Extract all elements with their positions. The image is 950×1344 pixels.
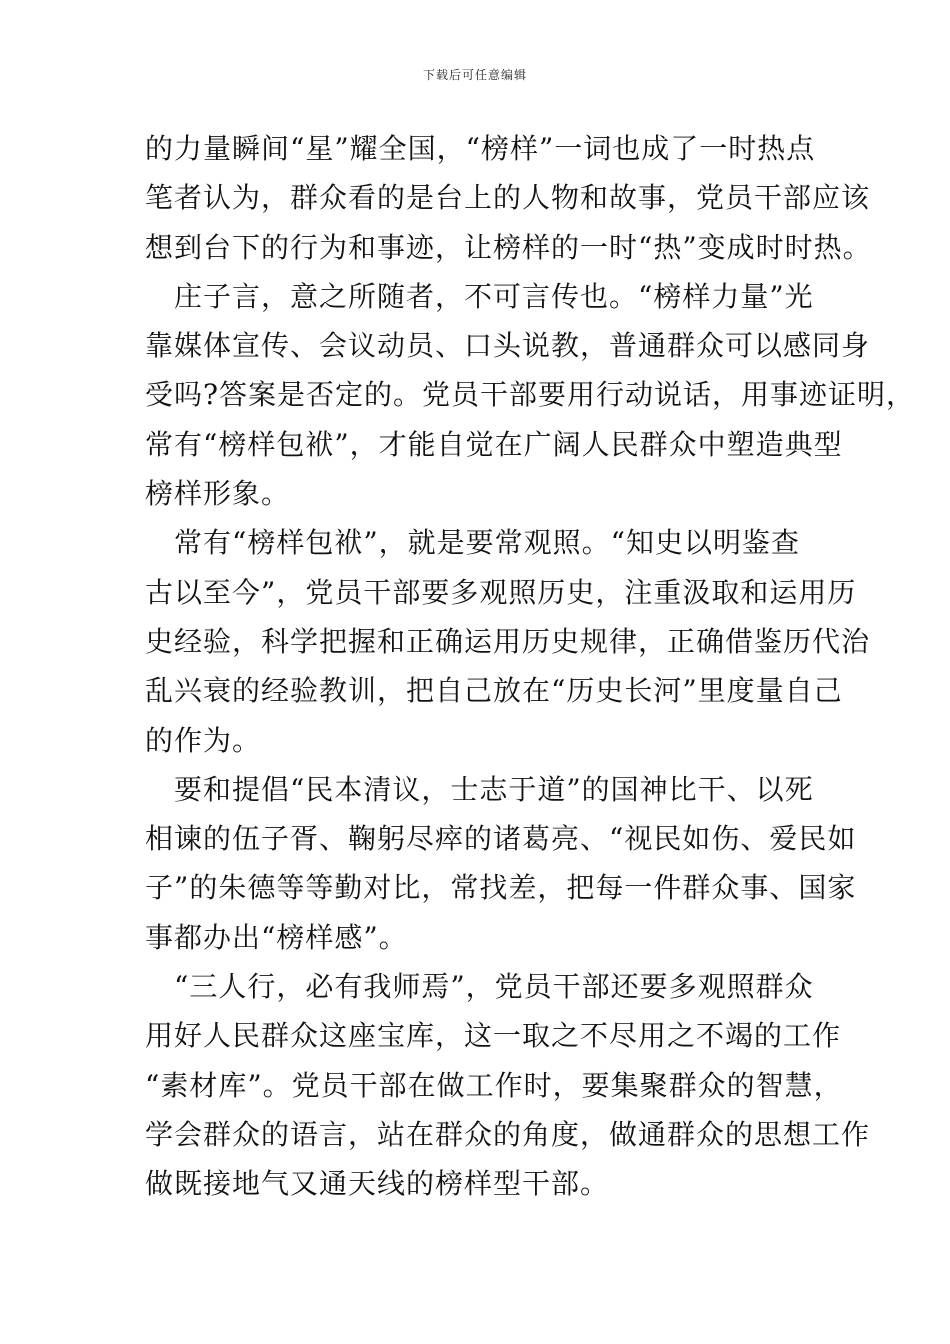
text-line: 学会群众的语言，站在群众的角度，做通群众的思想工作 xyxy=(145,1117,871,1151)
text-line: 受吗?答案是否定的。党员干部要用行动说话，用事迹证明， xyxy=(145,378,916,412)
text-line: 榜样形象。 xyxy=(145,477,291,511)
text-line: 用好人民群众这座宝库，这一取之不尽用之不竭的工作 xyxy=(145,1019,842,1053)
text-line: 乱兴衰的经验教训，把自己放在“历史长河”里度量自己 xyxy=(145,674,843,708)
text-line: “三人行，必有我师焉”，党员干部还要多观照群众 xyxy=(145,970,814,1004)
text-line: 常有“榜样包袱”，才能自觉在广阔人民群众中塑造典型 xyxy=(145,427,843,461)
text-line: 子”的朱德等等勤对比，常找差，把每一件群众事、国家 xyxy=(145,871,857,905)
text-line: 想到台下的行为和事迹，让榜样的一时“热”变成时时热。 xyxy=(145,230,872,264)
text-line: 史经验，科学把握和正确运用历史规律，正确借鉴历代治 xyxy=(145,624,871,658)
text-line: “素材库”。党员干部在做工作时，要集聚群众的智慧， xyxy=(145,1068,843,1102)
text-line: 相谏的伍子胥、鞠躬尽瘁的诸葛亮、“视民如伤、爱民如 xyxy=(145,822,857,856)
text-line: 事都办出“榜样感”。 xyxy=(145,920,408,954)
text-line: 靠媒体宣传、会议动员、口头说教，普通群众可以感同身 xyxy=(145,329,871,363)
text-line: 要和提倡“民本清议，士志于道”的国神比干、以死 xyxy=(145,772,814,806)
text-line: 庄子言，意之所随者，不可言传也。“榜样力量”光 xyxy=(145,279,814,313)
text-line: 笔者认为，群众看的是台上的人物和故事，党员干部应该 xyxy=(145,181,871,215)
text-line: 的力量瞬间“星”耀全国，“榜样”一词也成了一时热点 xyxy=(145,132,816,165)
text-line: 的作为。 xyxy=(145,723,262,757)
document-body xyxy=(145,124,916,1209)
text-line: 古以至今”，党员干部要多观照历史，注重汲取和运用历 xyxy=(145,575,857,609)
page-header: 下载后可任意编辑 xyxy=(422,68,527,82)
text-line: 做既接地气又通天线的榜样型干部。 xyxy=(145,1167,610,1201)
text-line: 常有“榜样包袱”，就是要常观照。“知史以明鉴查 xyxy=(145,526,800,560)
